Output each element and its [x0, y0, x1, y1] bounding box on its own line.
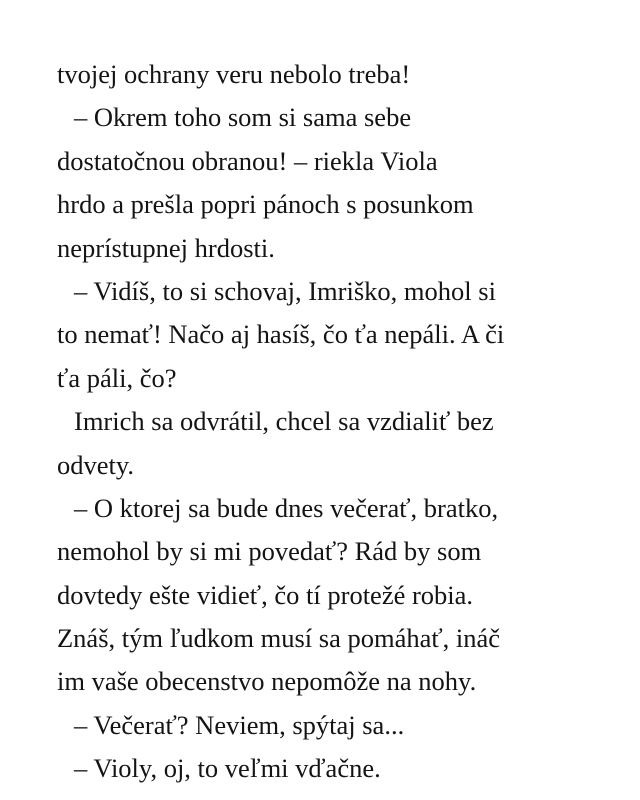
text-line: hrdo a prešla popri pánoch s posunkom — [57, 189, 474, 220]
dialogue-line: – Okrem toho som si sama sebe — [74, 102, 412, 133]
paragraph-start-line: Imrich sa odvrátil, chcel sa vzdialiť bez — [74, 406, 494, 437]
text-line: ťa páli, čo? — [57, 362, 177, 393]
dialogue-line: – Vidíš, to si schovaj, Imriško, mohol si — [74, 275, 496, 306]
text-line: to nemať! Načo aj hasíš, čo ťa nepáli. A či — [57, 319, 505, 350]
text-line: dovtedy ešte vidieť, čo tí protežé robia. — [57, 579, 474, 610]
text-line: im vaše obecenstvo nepomôže na nohy. — [57, 666, 477, 697]
text-line: odvety. — [57, 449, 135, 480]
dialogue-line: – Violy, oj, to veľmi vďačne. — [74, 753, 381, 784]
text-line: Znáš, tým ľudkom musí sa pomáhať, ináč — [57, 623, 501, 654]
dialogue-line: – Večerať? Neviem, spýtaj sa... — [74, 709, 405, 740]
body-text — [57, 53, 617, 791]
text-line: dostatočnou obranou! – riekla Viola — [57, 145, 438, 176]
dialogue-line: – O ktorej sa bude dnes večerať, bratko, — [74, 492, 499, 523]
text-line: neprístupnej hrdosti. — [57, 232, 275, 263]
text-line: nemohol by si mi povedať? Rád by som — [57, 536, 482, 567]
text-line: tvojej ochrany veru nebolo treba! — [57, 59, 411, 89]
